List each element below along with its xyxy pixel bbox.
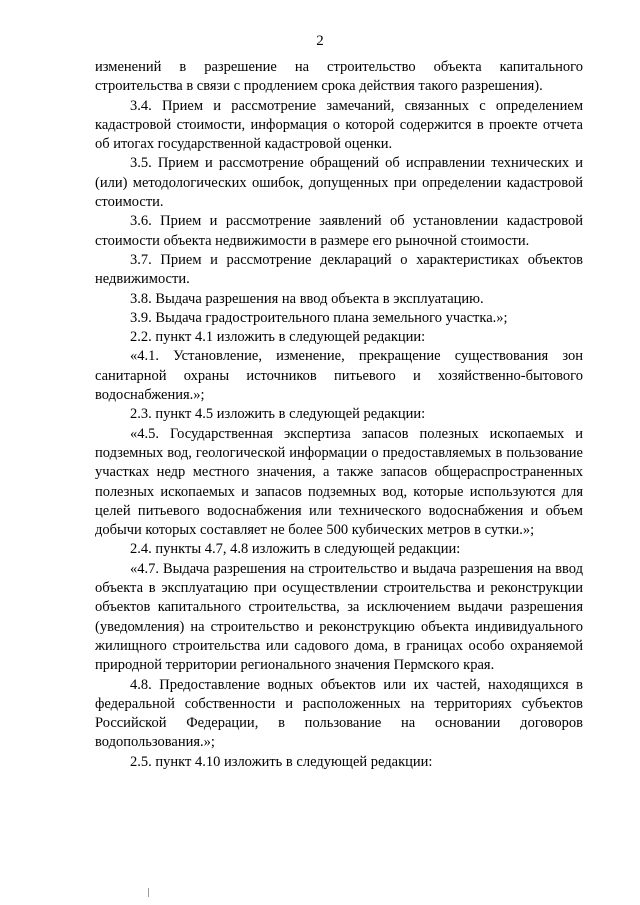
paragraph-2-2: 2.2. пункт 4.1 изложить в следующей редакции: [130,329,426,346]
paragraph-4-7: «4.7. Выдача разрешения на строительство и выдача разрешения на ввод объекта в эксплуатацию при осуществлении строительства и реконструкции объектов капитального строительства, за исключением выдачи разрешения (уведомления) на строительство и реконструкцию объекта индивидуального жилищного строительства или садового дома, в границах особо охраняемой природной территории регионального значения Пермского края. [95,560,583,674]
paragraph-4-1: «4.1. Установление, изменение, прекращение существования зон санитарной охраны источников питьевого и хозяйственно-бытового водоснабжения.»; [95,348,583,404]
paragraph-3-9: 3.9. Выдача градостроительного плана земельного участка.»; [130,309,508,326]
paragraph-3-8: 3.8. Выдача разрешения на ввод объекта в эксплуатацию. [130,290,484,307]
document-body [95,58,583,772]
paragraph-continuation: изменений в разрешение на строительство объекта капитального строительства в связи с продлением срока действия такого разрешения). [95,59,583,95]
paragraph-2-4: 2.4. пункты 4.7, 4.8 изложить в следующей редакции: [130,541,461,558]
paragraph-3-5: 3.5. Прием и рассмотрение обращений об исправлении технических и (или) методологических ошибок, допущенных при определении кадастровой стоимости. [95,155,583,211]
scan-mark [148,888,149,897]
paragraph-2-5: 2.5. пункт 4.10 изложить в следующей редакции: [130,753,433,770]
paragraph-3-4: 3.4. Прием и рассмотрение замечаний, связанных с определением кадастровой стоимости, информация о которой содержится в проекте отчета об итогах государственной кадастровой оценки. [95,97,583,153]
paragraph-4-8: 4.8. Предоставление водных объектов или их частей, находящихся в федеральной собственности и расположенных на территориях субъектов Российской Федерации, в пользование на основании договоров водопользования.»; [95,676,583,751]
paragraph-2-3: 2.3. пункт 4.5 изложить в следующей редакции: [130,406,426,423]
paragraph-4-5: «4.5. Государственная экспертиза запасов полезных ископаемых и подземных вод, геологической информации о предоставляемых в пользование участках недр местного значения, а также запасов общераспространенных полезных ископаемых и запасов подземных вод, которые используются для целей питьевого водоснабжения или технического водоснабжения и объем добычи которых составляет не более 500 кубических метров в сутки.»; [95,425,583,539]
paragraph-3-6: 3.6. Прием и рассмотрение заявлений об установлении кадастровой стоимости объекта недвижимости в размере его рыночной стоимости. [95,213,583,249]
page-number: 2 [316,33,324,49]
paragraph-3-7: 3.7. Прием и рассмотрение деклараций о характеристиках объектов недвижимости. [95,251,583,288]
